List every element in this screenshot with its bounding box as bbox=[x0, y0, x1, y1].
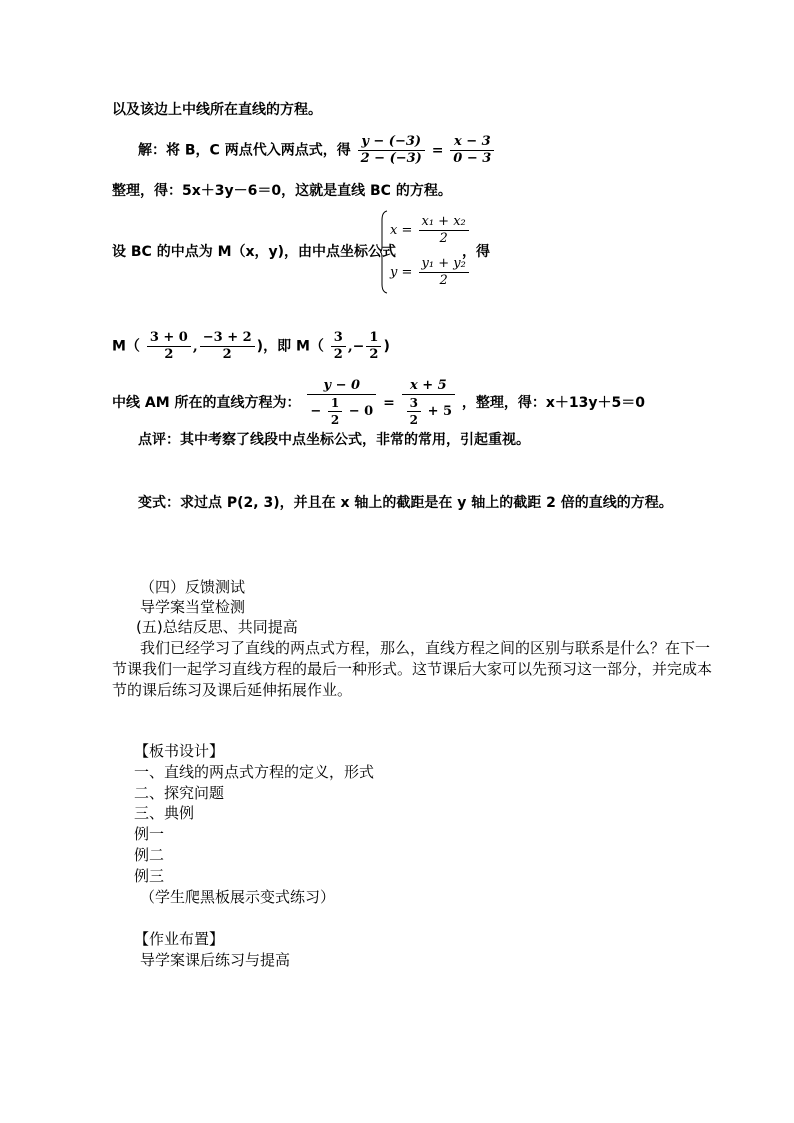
median-line: 中线 AM 所在的直线方程为： y − 0 − $\frac{1}{2}$ − 0 = x + 5 $\frac{3}{2}$ + 5 ，整理，得：x＋13y＋5＝0 bbox=[112, 378, 646, 427]
median-suffix: ，整理，得：x＋13y＋5＝0 bbox=[461, 395, 646, 411]
numerator: y − (−3) bbox=[358, 134, 425, 151]
fraction bbox=[358, 134, 425, 167]
paragraph-line: 节的课后练习及课后延伸拓展作业。 bbox=[112, 681, 353, 699]
fraction: $\frac{3 + 0}{2}$ bbox=[147, 330, 191, 363]
variant-line: 变式：求过点 P(2, 3)，并且在 x 轴上的截距是在 y 轴上的截距 2 倍的直线的方程。 bbox=[138, 495, 673, 511]
denominator: 2 − (−3) bbox=[360, 151, 422, 166]
board-item: 二、探究问题 bbox=[134, 784, 225, 802]
equation-system bbox=[380, 210, 470, 296]
system-row-y: y = $\frac{\text{y₁ + y₂}}{2}$ bbox=[390, 256, 471, 289]
midpoint-result-line: M（ $\frac{3 + 0}{2}$ , $\frac{-3 + 2}{2}$ )，即 M（ $\frac{3}{2}$ ,− $\frac{1}{2}$ ) bbox=[112, 330, 390, 362]
fraction: $\frac{-3 + 2}{2}$ bbox=[200, 330, 255, 363]
fraction: $\frac{3}{2}$ bbox=[331, 330, 346, 363]
fraction: $\frac{\text{x₁ + x₂}}{2}$ bbox=[419, 214, 469, 247]
board-item: （学生爬黑板展示变式练习） bbox=[140, 888, 336, 906]
board-item: 一、直线的两点式方程的定义，形式 bbox=[134, 763, 375, 781]
numerator: x − 3 bbox=[450, 134, 494, 151]
solution-line bbox=[138, 134, 496, 167]
equals-sign: = bbox=[431, 142, 444, 159]
text-line: 以及该边上中线所在直线的方程。 bbox=[112, 102, 322, 118]
fraction: x + 5 $\frac{3}{2}$ + 5 bbox=[402, 378, 455, 428]
board-item: 例二 bbox=[134, 846, 165, 864]
section-subtitle: 导学案当堂检测 bbox=[140, 598, 246, 616]
section-title: (五)总结反思、共同提高 bbox=[136, 618, 298, 636]
paragraph-line: 节课我们一起学习直线方程的最后一种形式。这节课后大家可以先预习这一部分，并完成本 bbox=[112, 660, 713, 678]
section-title: （四）反馈测试 bbox=[140, 578, 246, 596]
midpoint-suffix: ，得 bbox=[462, 244, 490, 260]
fraction: $\frac{1}{2}$ bbox=[366, 330, 381, 363]
board-item: 例三 bbox=[134, 867, 165, 885]
fraction bbox=[450, 134, 494, 167]
board-item: 三、典例 bbox=[134, 804, 195, 822]
median-prefix: 中线 AM 所在的直线方程为： bbox=[112, 395, 301, 411]
comment-line: 点评：其中考察了线段中点坐标公式，非常的常用，引起重视。 bbox=[138, 432, 530, 448]
system-row-x: x = $\frac{\text{x₁ + x₂}}{2}$ bbox=[390, 214, 471, 247]
board-title: 【板书设计】 bbox=[134, 742, 225, 760]
fraction: y − 0 − $\frac{1}{2}$ − 0 bbox=[307, 378, 376, 428]
text-line: 整理，得：5x＋3y－6＝0，这就是直线 BC 的方程。 bbox=[112, 183, 452, 199]
fraction: $\frac{\text{y₁ + y₂}}{2}$ bbox=[419, 256, 469, 289]
homework-item: 导学案课后练习与提高 bbox=[140, 951, 291, 969]
paragraph-line: 我们已经学习了直线的两点式方程，那么，直线方程之间的区别与联系是什么？在下一 bbox=[140, 639, 711, 657]
solution-prefix: 解：将 B，C 两点代入两点式，得 bbox=[138, 142, 351, 159]
midpoint-prefix: 设 BC 的中点为 M（x，y)，由中点坐标公式 bbox=[112, 244, 397, 260]
denominator: 0 − 3 bbox=[453, 151, 492, 166]
homework-title: 【作业布置】 bbox=[134, 930, 225, 948]
left-brace bbox=[380, 210, 388, 294]
board-item: 例一 bbox=[134, 825, 165, 843]
midpoint-line bbox=[112, 242, 396, 262]
